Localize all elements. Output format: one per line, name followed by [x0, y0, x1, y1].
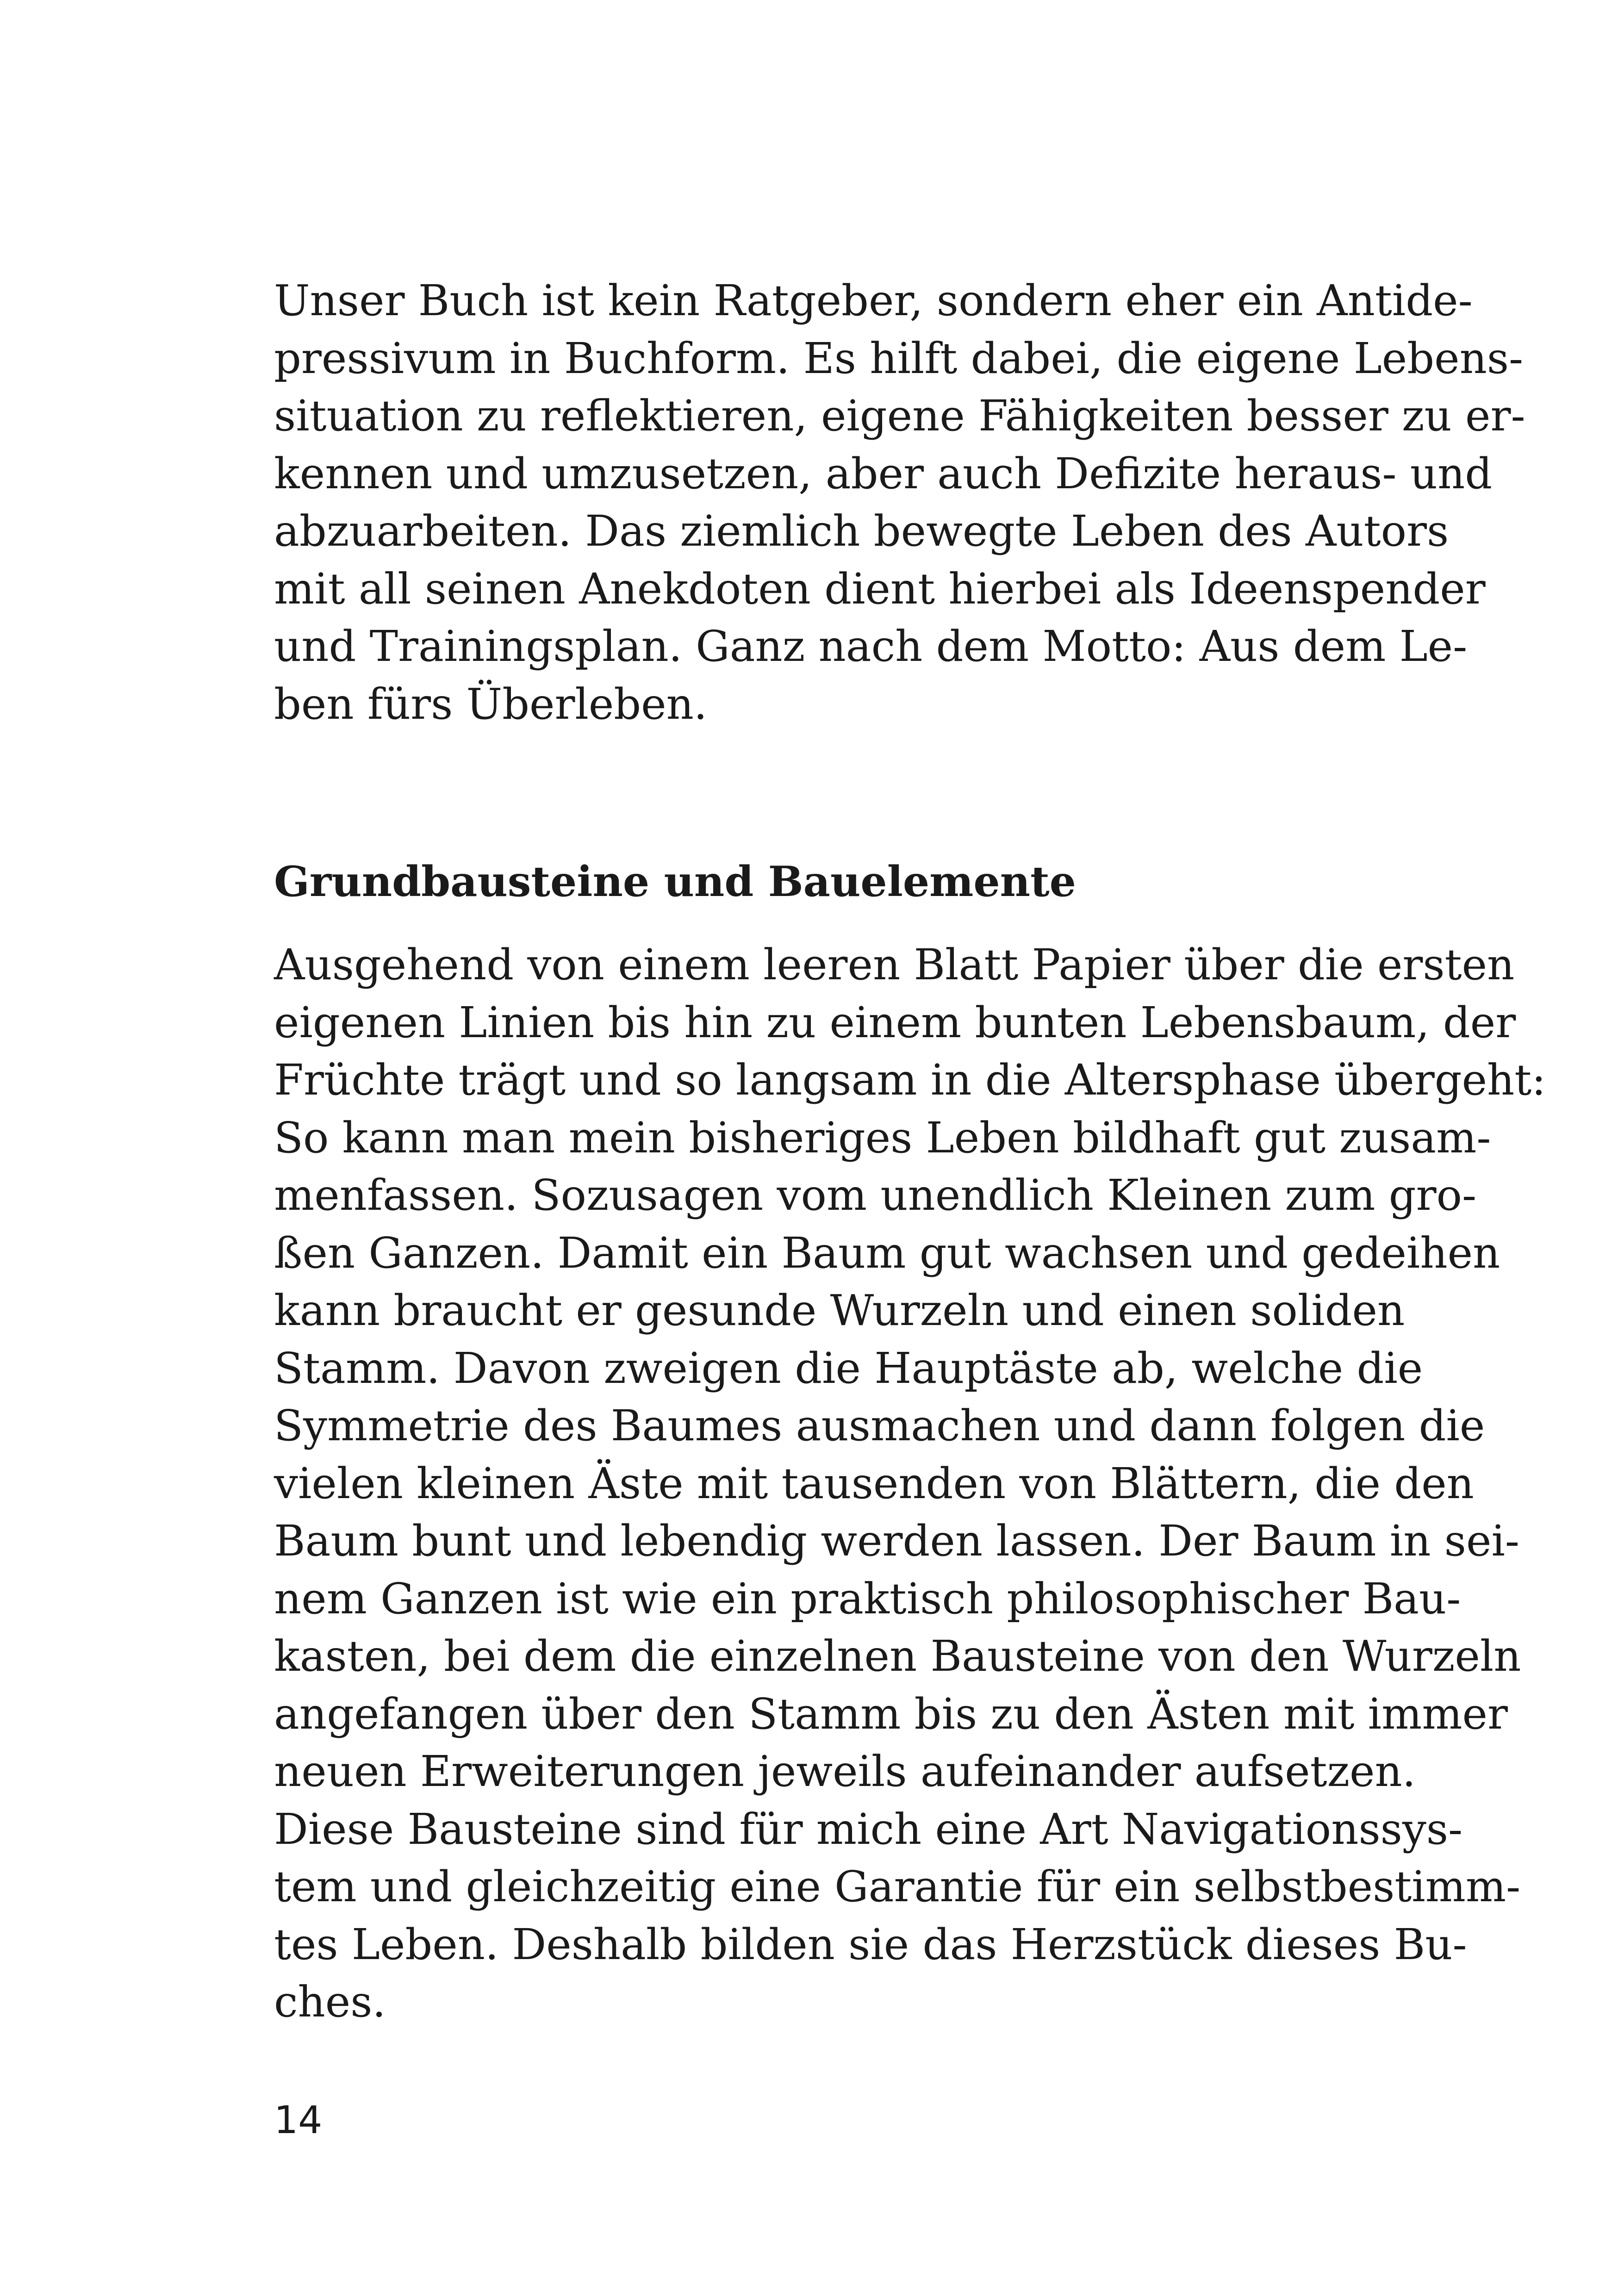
- text-line: menfassen. Sozusagen vom unendlich Kleinen zum gro-: [274, 1170, 1477, 1220]
- text-line: situation zu reflektieren, eigene Fähigkeiten besser zu er-: [274, 391, 1525, 441]
- text-line: Diese Bausteine sind für mich eine Art Navigationssys-: [274, 1804, 1463, 1854]
- text-line: nem Ganzen ist wie ein praktisch philosophischer Bau-: [274, 1574, 1461, 1624]
- section-heading: Grundbausteine und Bauelemente: [274, 857, 1076, 906]
- text-line: vielen kleinen Äste mit tausenden von Blättern, die den: [274, 1458, 1474, 1508]
- text-line: abzuarbeiten. Das ziemlich bewegte Leben des Autors: [274, 506, 1449, 556]
- text-line: Symmetrie des Baumes ausmachen und dann folgen die: [274, 1401, 1485, 1450]
- text-line: ßen Ganzen. Damit ein Baum gut wachsen und gedeihen: [274, 1228, 1500, 1278]
- text-line: Unser Buch ist kein Ratgeber, sondern eher ein Antide-: [274, 276, 1473, 325]
- text-line: kasten, bei dem die einzelnen Bausteine von den Wurzeln: [274, 1631, 1521, 1681]
- text-line: kennen und umzusetzen, aber auch Defizite heraus- und: [274, 448, 1493, 498]
- section-paragraph: [274, 936, 1546, 2031]
- text-line: und Trainingsplan. Ganz nach dem Motto: Aus dem Le-: [274, 622, 1468, 671]
- text-line: mit all seinen Anekdoten dient hierbei als Ideenspender: [274, 564, 1486, 614]
- text-line: Baum bunt und lebendig werden lassen. Der Baum in sei-: [274, 1516, 1519, 1566]
- text-line: angefangen über den Stamm bis zu den Ästen mit immer: [274, 1689, 1508, 1739]
- text-line: ben fürs Überleben.: [274, 679, 708, 729]
- text-line: neuen Erweiterungen jeweils aufeinander aufsetzen.: [274, 1747, 1416, 1796]
- page-number: 14: [274, 2098, 323, 2142]
- text-line: Ausgehend von einem leeren Blatt Papier über die ersten: [274, 940, 1515, 989]
- text-line: tem und gleichzeitig eine Garantie für ein selbstbestimm-: [274, 1862, 1521, 1911]
- intro-paragraph: [274, 272, 1525, 733]
- text-line: ches.: [274, 1977, 386, 2027]
- text-line: pressivum in Buchform. Es hilft dabei, die eigene Lebens-: [274, 333, 1524, 383]
- text-line: Früchte trägt und so langsam in die Altersphase übergeht:: [274, 1055, 1546, 1105]
- text-line: kann braucht er gesunde Wurzeln und einen soliden: [274, 1286, 1405, 1335]
- text-line: eigenen Linien bis hin zu einem bunten Lebensbaum, der: [274, 997, 1516, 1047]
- text-line: Stamm. Davon zweigen die Hauptäste ab, welche die: [274, 1343, 1423, 1393]
- text-line: tes Leben. Deshalb bilden sie das Herzstück dieses Bu-: [274, 1919, 1467, 1969]
- text-line: So kann man mein bisheriges Leben bildhaft gut zusam-: [274, 1113, 1491, 1163]
